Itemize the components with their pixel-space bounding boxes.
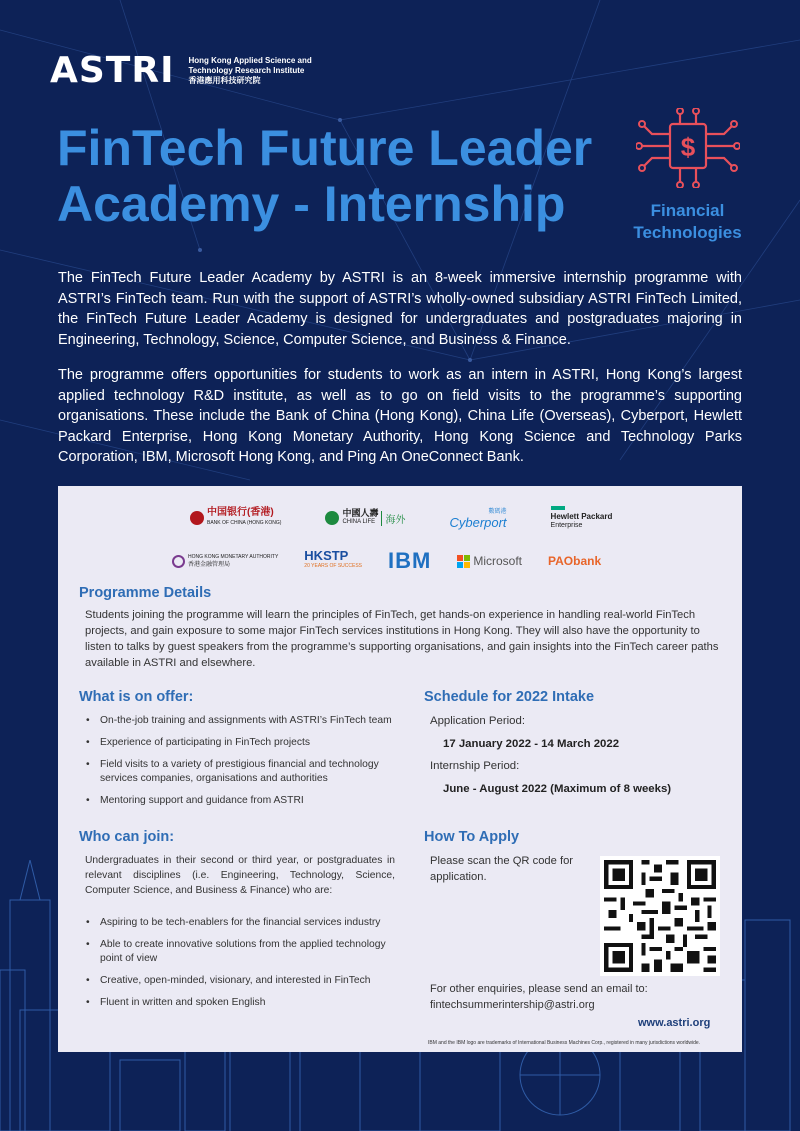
china-life-tag: 海外 — [381, 511, 405, 526]
ibm-trademark-note: IBM and the IBM logo are trademarks of International Business Machines Corp., registered in many jurisdictions worldwide. — [428, 1040, 701, 1046]
internship-period-label: Internship Period: — [430, 760, 520, 772]
boc-name-en: BANK OF CHINA (HONG KONG) — [207, 520, 282, 526]
hkstp-logo — [304, 548, 363, 571]
microsoft-logo — [457, 554, 522, 568]
financial-technologies-label — [620, 200, 755, 244]
ibm-logo: IBM — [388, 548, 432, 573]
offer-item: • On-the-job training and assignments with ASTRI’s FinTech team — [80, 714, 400, 728]
join-heading: Who can join: — [79, 829, 175, 845]
hpe-logo — [551, 506, 613, 530]
hkma-name-en: HONG KONG MONETARY AUTHORITY — [188, 554, 279, 560]
fin-label-line-2: Technologies — [633, 223, 742, 242]
join-list — [80, 916, 400, 1018]
enquiry-email-link[interactable]: fintechsummerintership@astri.org — [430, 999, 595, 1011]
join-item: • Creative, open-minded, visionary, and interested in FinTech — [80, 974, 400, 988]
website-link[interactable]: www.astri.org — [638, 1017, 711, 1029]
astri-logo — [50, 50, 318, 91]
logo-sub-en-1: Hong Kong Applied Science and — [188, 55, 312, 65]
offer-item: • Mentoring support and guidance from ASTRI — [80, 794, 400, 808]
intro-paragraph-2: The programme offers opportunities for students to work as an intern in ASTRI, Hong Kong’s largest applied technology R&D institute, as well as to go on field visits to the programme’s supporting organisations. These include the Bank of China (Hong Kong), China Life (Overseas), Cyberport, Hewlett Packard Enterprise, Hong Kong Monetary Authority, Hong Kong Science and Technology Parks Corporation, IBM, Microsoft Hong Kong, and Ping An OneConnect Bank. — [58, 367, 742, 465]
cyberport-logo — [449, 506, 506, 530]
paobank-logo: PAObank — [548, 554, 602, 568]
logo-sub-zh: 香港應用科技研究院 — [188, 75, 261, 85]
cyberport-name: Cyberport — [449, 515, 507, 530]
join-text: Undergraduates in their second or third year, or postgraduates in relevant disciplines (i.e. Engineering, Technology, Science, Computer Science, and Business & Finance) who are: — [85, 855, 395, 896]
schedule-heading: Schedule for 2022 Intake — [424, 689, 595, 705]
offer-item: • Field visits to a variety of prestigious financial and technology services companies, organisations and authorities — [80, 758, 400, 786]
application-period-label: Application Period: — [430, 715, 525, 727]
enquiry-text — [430, 981, 690, 1013]
hkstp-name: HKSTP — [304, 548, 349, 563]
boc-logo — [190, 508, 281, 528]
china-life-emblem-icon — [325, 511, 339, 525]
fin-label-line-1: Financial — [650, 201, 725, 220]
boc-emblem-icon — [190, 511, 204, 525]
offer-list — [80, 714, 400, 816]
partner-logos-row-2 — [172, 548, 601, 574]
partner-logos-row-1 — [190, 506, 612, 530]
enquiry-label: For other enquiries, please send an email to: — [430, 983, 648, 995]
join-item: • Fluent in written and spoken English — [80, 996, 400, 1010]
dollar-chip-icon — [636, 108, 740, 188]
application-period-value: 17 January 2022 - 14 March 2022 — [443, 738, 620, 750]
hkma-logo — [172, 553, 278, 569]
offer-item: • Experience of participating in FinTech projects — [80, 736, 400, 750]
qr-code-icon[interactable] — [600, 856, 720, 976]
programme-info-panel — [58, 486, 742, 1052]
logo-sub-en-2: Technology Research Institute — [188, 65, 305, 75]
apply-text: Please scan the QR code for application. — [430, 855, 574, 883]
join-item: • Aspiring to be tech-enablers for the financial services industry — [80, 916, 400, 930]
programme-details-text: Students joining the programme will learn the principles of FinTech, get hands-on experience in handling real-world FinTech projects, and gain exposure to some major FinTech services institutions in Hong Kong. They will also have the opportunity to listen to talks by guest speakers from the programme’s supporting organisations, and gain insights into the FinTech career paths available in ASTRI and elsewhere. — [85, 609, 719, 669]
hkma-name-zh: 香港金融管理局 — [188, 562, 231, 568]
join-item: • Able to create innovative solutions from the applied technology point of view — [80, 938, 400, 966]
microsoft-squares-icon — [457, 555, 470, 568]
title-line-2: Academy - Internship — [57, 176, 566, 232]
cyberport-name-zh: 數碼港 — [488, 509, 507, 515]
hpe-bar-icon — [551, 506, 565, 510]
svg-text:$: $ — [680, 132, 696, 162]
china-life-name-zh: 中國人壽 — [342, 508, 379, 518]
programme-details-heading: Programme Details — [79, 585, 212, 601]
microsoft-name: Microsoft — [473, 554, 523, 568]
apply-heading: How To Apply — [424, 829, 520, 845]
offer-heading: What is on offer: — [79, 689, 194, 705]
hpe-name-1: Hewlett Packard — [550, 512, 613, 521]
boc-name-zh: 中国银行(香港) — [207, 507, 274, 518]
internship-period-value: June - August 2022 (Maximum of 8 weeks) — [443, 783, 672, 795]
logo-wordmark: ASTRI — [50, 50, 175, 91]
intro-paragraph-1: The FinTech Future Leader Academy by ASTRI is an 8-week immersive internship programme with ASTRI’s FinTech team. Run with the support of ASTRI’s wholly-owned subsidiary ASTRI FinTech Limited, the FinTech Future Leader Academy is designed for undergraduates and postgraduates majoring in Engineering, Technology, Science, Computer Science, and Business & Finance. — [58, 270, 742, 348]
china-life-logo — [325, 509, 405, 527]
title-line-1: FinTech Future Leader — [57, 120, 593, 176]
page-title — [57, 120, 617, 232]
china-life-name-en: CHINA LIFE — [342, 519, 376, 525]
hkstp-sub: 20 YEARS OF SUCCESS — [304, 563, 363, 569]
hkma-emblem-icon — [172, 555, 185, 568]
logo-subtitle — [188, 56, 318, 86]
hpe-name-2: Enterprise — [550, 522, 583, 529]
